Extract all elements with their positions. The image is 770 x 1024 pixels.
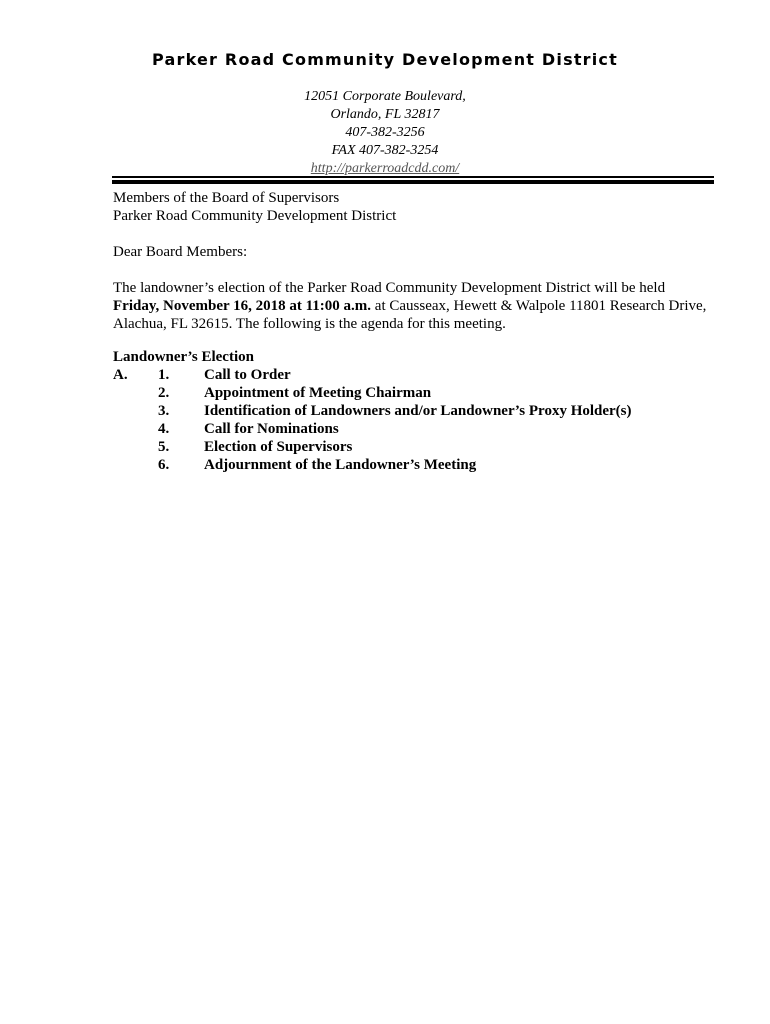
agenda-item-number: 1. [158,367,170,383]
header-divider-thick [112,180,714,184]
agenda-heading: Landowner’s Election [113,349,254,365]
district-title: Parker Road Community Development District [152,50,618,69]
agenda-item-number: 2. [158,385,170,401]
fax-number: FAX 407-382-3254 [331,143,439,158]
address-block [0,88,770,178]
agenda-section [113,348,713,474]
agenda-item-text: Call for Nominations [204,421,339,437]
website-link[interactable]: http://parkerroadcdd.com/ [310,161,460,176]
address-city: Orlando, FL 32817 [330,107,440,122]
agenda-item-text: Appointment of Meeting Chairman [204,385,432,401]
agenda-item [113,384,713,402]
agenda-item [113,402,713,420]
agenda-item-text: Adjournment of the Landowner’s Meeting [204,457,477,473]
agenda-item [113,420,713,438]
meeting-datetime: Friday, November 16, 2018 at 11:00 a.m. [113,298,372,314]
agenda-item-number: 4. [158,421,170,437]
agenda-item-number: 5. [158,439,170,455]
agenda-item [113,366,713,384]
intro-paragraph [113,279,713,333]
agenda-item-text: Identification of Landowners and/or Landowner’s Proxy Holder(s) [204,403,632,419]
agenda-item [113,438,713,456]
agenda-item-text: Call to Order [204,367,291,383]
salutation: Dear Board Members: [113,244,248,260]
recipients-block [113,189,713,225]
address-street: 12051 Corporate Boulevard, [304,89,466,104]
agenda-item-text: Election of Supervisors [204,439,353,455]
phone-number: 407-382-3256 [345,125,425,140]
agenda-section-letter: A. [113,367,128,383]
agenda-item-number: 6. [158,457,170,473]
agenda-item-number: 3. [158,403,170,419]
agenda-item [113,456,713,474]
header-divider-thin [112,176,714,178]
recipient-line-2: Parker Road Community Development District [113,208,397,224]
recipient-line-1: Members of the Board of Supervisors [113,190,340,206]
intro-text-2: at Causseax, Hewett & Walpole 11801 Research Drive, Alachua, FL 32615. The following is the agenda for this meeting. [113,298,707,332]
intro-text-1: The landowner’s election of the Parker Road Community Development District will be held [113,280,666,296]
